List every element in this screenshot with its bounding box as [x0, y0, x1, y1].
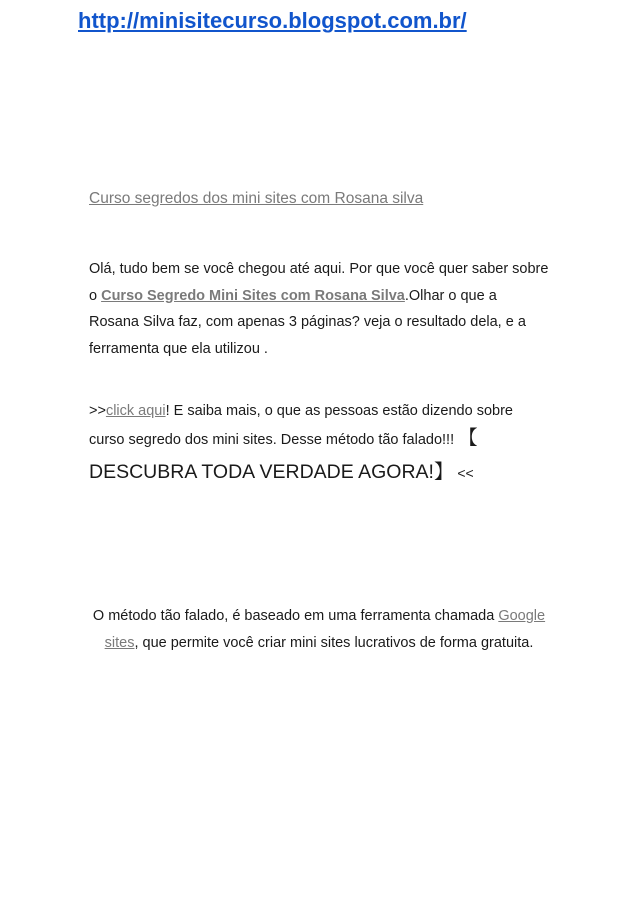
cta-suffix: << — [453, 465, 474, 481]
course-link[interactable]: Curso Segredo Mini Sites com Rosana Silva — [101, 287, 405, 304]
cta-heading — [89, 456, 474, 484]
intro-paragraph — [89, 256, 549, 362]
method-rest-text: , que permite você criar mini sites lucrativos de forma gratuita. — [134, 634, 534, 651]
click-here-link[interactable]: click aqui — [105, 403, 166, 419]
cta-text: DESCUBRA TODA VERDADE AGORA! — [89, 461, 434, 483]
site-url-link[interactable]: http://minisitecurso.blogspot.com.br/ — [78, 8, 467, 33]
click-rest-text: ! E saiba mais, o que as pessoas estão dizendo sobre curso segredo dos mini sites. Desse método tão falado!!! — [89, 403, 513, 448]
intro-text: Olá, tudo bem se você chegou até aqui. Por que você quer saber sobre o — [89, 261, 549, 304]
close-bracket: 】 — [433, 461, 454, 483]
method-intro-text: O método tão falado, é baseado em uma ferramenta chamada — [92, 608, 499, 624]
arrow-prefix: >> — [89, 403, 106, 419]
method-paragraph — [89, 603, 549, 656]
title-link[interactable]: Curso segredos dos mini sites com Rosana silva — [89, 190, 424, 207]
click-paragraph — [89, 398, 549, 453]
intro-rest-text: .Olhar o que a Rosana Silva faz, com apenas 3 páginas? veja o resultado dela, e a ferramenta que ela utilizou . — [89, 287, 526, 357]
open-bracket: 【 — [458, 426, 478, 449]
google-sites-link[interactable]: Google sites — [104, 608, 546, 651]
